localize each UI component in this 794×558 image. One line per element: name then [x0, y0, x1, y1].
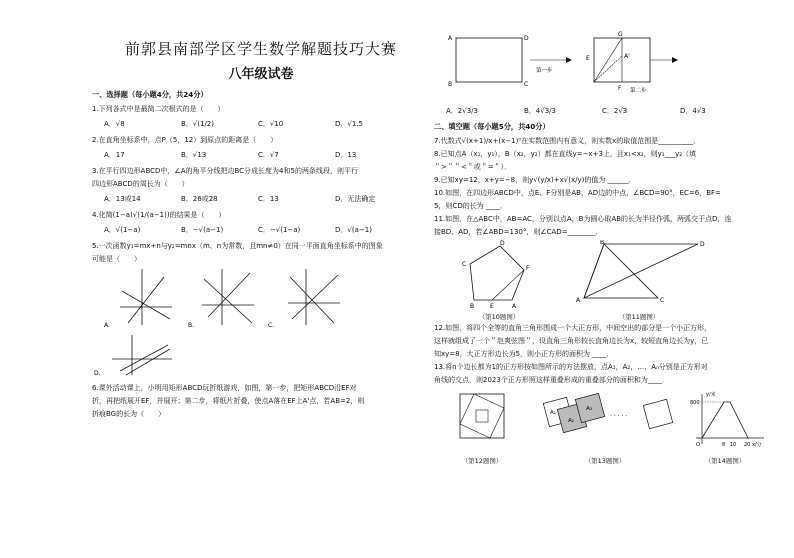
point-label: G: [618, 31, 623, 38]
figure-caption: （第13题图）: [584, 457, 626, 465]
q1-option: A．√8: [104, 120, 125, 128]
figure-10: [434, 240, 564, 312]
q5-graphs: [92, 267, 412, 329]
q2-options: [104, 150, 412, 160]
step-label: 第一步: [536, 68, 553, 74]
q1-option: D．√1.5: [335, 120, 363, 128]
tick-label: 10: [730, 442, 737, 448]
step-label: 第二步: [630, 88, 647, 94]
point-label: A₁: [550, 410, 556, 416]
q6-option: D．4√3: [680, 107, 706, 115]
question-3-line1: 3.在平行四边形ABCD中，∠A的角平分线把边BC分成长度为4和5的两条线段，则平行: [92, 167, 358, 175]
question-8-line2: ＂>＂＂<＂或＂=＂）．: [434, 163, 512, 171]
question-11-line2: 接BD、AD，若∠ABD=130°，则∠CAD=________．: [434, 228, 603, 236]
question-1: 1.下列各式中是最简二次根式的是（ ）: [92, 105, 225, 113]
question-5-line2: 可能是（ ）: [92, 255, 141, 263]
q6-options: [446, 106, 774, 116]
point-label: B: [448, 81, 453, 88]
question-6-line2: 折，再把纸展开EF，并展开；第二步，将纸片折叠，使点A落在EF上A'点，若AB=2，则: [92, 397, 365, 405]
axis-label: x/分: [752, 442, 762, 448]
question-6-line3: 折痕BG的长为（ ）: [92, 410, 166, 418]
point-label: E: [490, 303, 494, 310]
arrow-head-icon: [672, 57, 678, 63]
graph-b: [188, 269, 254, 329]
question-12-line1: 12.如图，将四个全等的直角三角形围成一个大正方形，中间空出的部分是一个小正方形，: [434, 324, 712, 332]
point-label: F: [526, 265, 530, 272]
point-label: F: [618, 85, 622, 92]
point-label: B: [600, 240, 605, 246]
figure-caption: （第14题图）: [704, 457, 746, 465]
q4-option: A．√(1−a): [104, 226, 141, 234]
point-label: A₃: [586, 406, 592, 412]
graph-label: D.: [94, 370, 101, 377]
point-label: A': [624, 53, 630, 60]
page-title: 前郭县南部学区学生数学解题技巧大赛: [124, 40, 397, 58]
figures-12-13-14: [434, 388, 774, 452]
q5-graph-d: [92, 333, 412, 377]
q6-option: A．2√3/3: [446, 107, 478, 115]
section-fill: 二、填空题（每小题5分，共40分）: [434, 122, 550, 131]
tick-label: 20: [744, 442, 751, 448]
graph-label: C.: [268, 322, 275, 329]
graph-label: A.: [104, 322, 110, 329]
q2-option: C．√7: [258, 151, 279, 159]
question-3-line2: 四边形ABCD的周长为（ ）: [92, 180, 189, 188]
q6-option: B．4√3/3: [524, 107, 556, 115]
q1-options: [104, 119, 412, 129]
q6-fold-figure: [434, 28, 774, 98]
tick-label: 800: [690, 400, 700, 406]
point-label: A: [448, 35, 453, 42]
question-11-line1: 11.如图，在△ABC中，AB=AC，分别以点A，B为圆心取AB的长为半径作弧，两弧交于点D，连: [434, 215, 732, 223]
captions-12-14: [434, 456, 774, 465]
question-13-line1: 13.将n个边长都为1的正方形按如图所示的方法摆放，点A₁，A₂，…，Aₙ分别是正方形对: [434, 363, 708, 371]
graph-a: [104, 269, 172, 329]
q4-option: C．−√(1−a): [258, 226, 301, 234]
q3-option: A．13或14: [104, 195, 141, 203]
q2-option: D．13: [335, 151, 357, 159]
point-label: A: [512, 303, 517, 310]
q2-option: A．17: [104, 151, 125, 159]
q3-option: D．无法确定: [335, 195, 376, 203]
q4-option: D．√(a−1): [335, 226, 372, 234]
point-label: C: [462, 261, 467, 268]
axis-label: y/米: [706, 392, 716, 398]
question-5-line1: 5.一次函数y₁=mx+n与y₂=mnx（m、n为常数，且mn≠0）在同一平面直角坐标系中的图象: [92, 242, 383, 250]
point-label: D: [524, 35, 529, 42]
point-label: A₂: [568, 418, 574, 424]
left-column: [92, 38, 412, 422]
q2-option: B．√13: [181, 151, 207, 159]
question-7: 7.代数式√(x+1)/x+(x−1)⁰在实数范围内有意义，则实数x的取值范围是__________．: [434, 137, 701, 145]
crease-bg: [594, 38, 622, 82]
point-label: D: [700, 241, 705, 248]
question-10-line1: 10.如图，在四边形ABCD中，点E、F分别是AB、AD边的中点，∠BCD=90°，EC=6，BF=: [434, 189, 721, 197]
point-label: C: [660, 297, 665, 304]
graph-c: [268, 269, 340, 329]
figure-caption: （第11题图）: [618, 313, 660, 321]
q4-option: B．−√(a−1): [181, 226, 224, 234]
rectangle-step1: [456, 38, 522, 82]
captions-10-11: [434, 312, 774, 321]
right-column: [434, 28, 774, 465]
q3-options: [104, 194, 412, 204]
q6-option: C．2√3: [602, 107, 628, 115]
q1-option: C．√10: [258, 120, 284, 128]
arrow-head-icon: [566, 57, 572, 63]
q4-options: [104, 225, 412, 235]
point-label: D: [500, 240, 505, 247]
figure-caption: （第12题图）: [461, 457, 503, 465]
section-choice: 一、选择题（每小题4分，共24分）: [92, 90, 208, 99]
question-10-line2: 5，则CD的长为 ____．: [434, 202, 507, 210]
tick-label: O: [696, 442, 700, 448]
figures-10-11: [434, 240, 774, 312]
point-label: C: [524, 81, 529, 88]
page-subtitle: 八年级试卷: [228, 67, 294, 82]
q1-option: B．√(1/2): [181, 120, 214, 128]
question-4: 4.化简(1−a)√(1/(a−1))的结果是（ ）: [92, 211, 226, 219]
q3-option: B．26或28: [181, 195, 218, 203]
tick-label: 8: [722, 442, 726, 448]
graph-label: B.: [188, 322, 195, 329]
question-6-line1: 6.课外活动课上，小明用矩形ABCD玩折纸游戏，如图，第一步，把矩形ABCD沿EF对: [92, 384, 357, 392]
point-label: A: [576, 297, 581, 304]
question-13-line2: 角线的交点，则2023个正方形照这样重叠形成的重叠部分的面积和为____．: [434, 376, 669, 384]
point-label: E: [586, 55, 590, 62]
question-8-line1: 8.已知点A（x₁，y₁），B（x₂，y₂）都在直线y=−x+3上，且x₁<x₂，则y₁___y₂（填: [434, 150, 697, 158]
figure-caption: （第10题图）: [478, 313, 520, 321]
question-2: 2.在直角坐标系中，点P（5，12）到原点的距离是（ ）: [92, 136, 278, 144]
svg-text:· · · · ·: · · · · ·: [610, 413, 628, 420]
figure-11: [564, 240, 714, 312]
question-12-line3: 知xy=8，大正方形边长为5，则小正方形的面积为 ____．: [434, 350, 614, 358]
question-12-line2: 这样就组成了一个＂赵爽弦图＂，设直角三角形较长直角边长为x，较短直角边长为y，已: [434, 337, 709, 345]
point-label: B: [470, 303, 475, 310]
q3-option: C．13: [258, 195, 279, 203]
question-9: 9.已知xy=12，x+y=−8，则y√(y/x)+x√(x/y)的值为 ______．: [434, 176, 636, 184]
